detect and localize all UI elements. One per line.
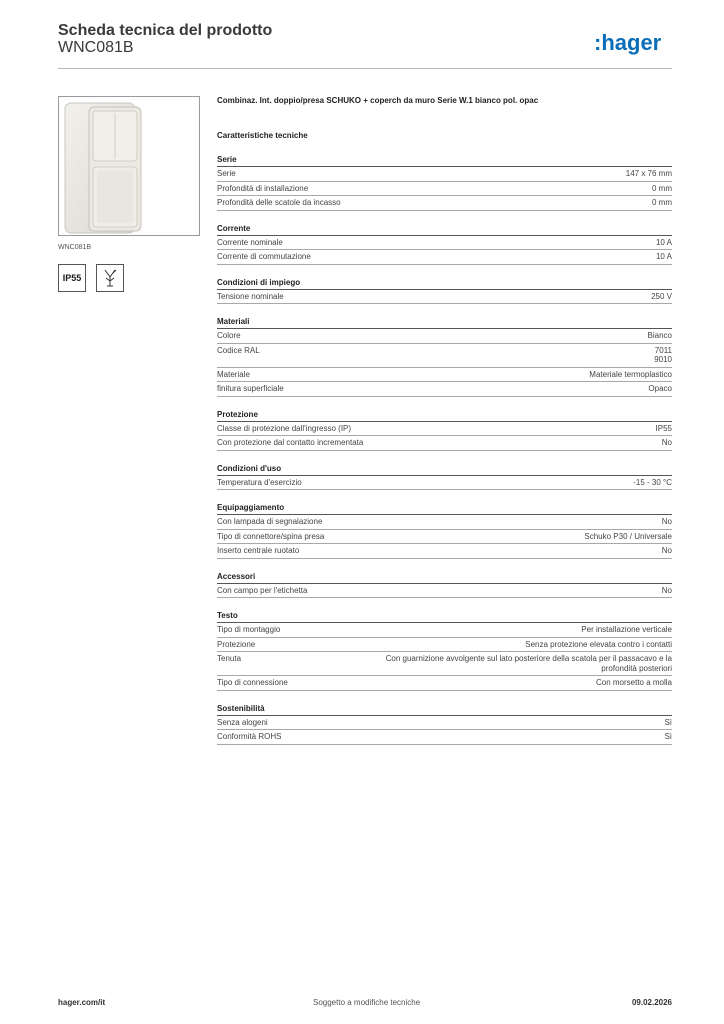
spec-value: 10 A	[655, 252, 672, 261]
spec-row	[217, 652, 672, 676]
spec-value: IP55	[655, 423, 672, 433]
spec-row	[217, 730, 672, 745]
spec-label: Profondità di installazione	[217, 183, 309, 193]
spec-label: Inserto centrale ruotato	[217, 546, 300, 555]
section-title: Corrente	[217, 223, 672, 236]
ip-rating-badge: IP55	[58, 264, 86, 292]
spec-label: Serie	[217, 169, 236, 178]
spec-label: Corrente nominale	[217, 237, 283, 247]
header-divider	[58, 68, 672, 69]
spec-section	[217, 571, 672, 599]
spec-value-line: 7011	[654, 345, 672, 355]
spec-row	[217, 236, 672, 251]
product-image	[58, 96, 200, 236]
spec-label: Tipo di connettore/spina presa	[217, 531, 325, 541]
spec-value: -15 - 30 °C	[633, 477, 672, 487]
spec-row	[217, 422, 672, 437]
spec-content	[217, 95, 672, 745]
spec-value: Per installazione verticale	[581, 625, 672, 634]
spec-value: Con morsetto a molla	[595, 678, 672, 687]
section-title: Materiali	[217, 316, 672, 329]
spec-label: Con lampada di segnalazione	[217, 517, 323, 526]
spec-row	[217, 344, 672, 368]
spec-section	[217, 409, 672, 451]
spec-label: Colore	[217, 331, 241, 340]
spec-value: 250 V	[651, 291, 672, 301]
spec-value: Schuko P30 / Universale	[584, 531, 672, 541]
section-title: Equipaggiamento	[217, 502, 672, 515]
spec-value: No	[661, 438, 672, 447]
spec-label: Conformità ROHS	[217, 732, 282, 741]
spec-row	[217, 676, 672, 691]
spec-value: Sì	[664, 717, 672, 727]
spec-label: Tipo di montaggio	[217, 625, 281, 634]
spec-value-line: 9010	[654, 355, 672, 364]
spec-value: No	[661, 546, 672, 555]
spec-label: Senza alogeni	[217, 717, 268, 727]
section-title: Protezione	[217, 409, 672, 422]
section-title: Testo	[217, 610, 672, 623]
spec-label: Classe di protezione dall'ingresso (IP)	[217, 423, 352, 433]
spec-section	[217, 463, 672, 491]
footer-website-link[interactable]: hager.com/it	[58, 998, 106, 1007]
spec-section	[217, 223, 672, 265]
switch-socket-symbol-icon	[96, 264, 124, 292]
product-description: Combinaz. Int. doppio/presa SCHUKO + coperch da muro Serie W.1 bianco pol. opac	[217, 96, 539, 105]
spec-label: Tensione nominale	[217, 291, 284, 301]
spec-row	[217, 250, 672, 265]
spec-label: Con protezione dal contatto incrementata	[217, 438, 364, 447]
spec-section	[217, 502, 672, 559]
spec-row	[217, 530, 672, 545]
spec-row	[217, 436, 672, 451]
spec-row	[217, 290, 672, 305]
section-title: Sostenibilità	[217, 703, 672, 716]
spec-label: Profondità delle scatole da incasso	[217, 198, 341, 207]
page-title: Scheda tecnica del prodotto	[58, 22, 273, 39]
spec-value: 147 x 76 mm	[625, 169, 672, 178]
section-title: Serie	[217, 154, 672, 167]
section-title: Condizioni di impiego	[217, 277, 672, 290]
spec-row	[217, 382, 672, 397]
spec-label: Temperatura d'esercizio	[217, 477, 302, 487]
spec-section	[217, 277, 672, 305]
spec-label: Codice RAL	[217, 345, 260, 355]
spec-row	[217, 584, 672, 599]
spec-label: Tipo di connessione	[217, 678, 288, 687]
spec-section	[217, 703, 672, 745]
spec-row	[217, 329, 672, 344]
spec-label: Corrente di commutazione	[217, 252, 311, 261]
spec-section	[217, 610, 672, 691]
spec-row	[217, 167, 672, 182]
spec-row	[217, 515, 672, 530]
spec-value: Materiale termoplastico	[589, 369, 672, 379]
footer-date: 09.02.2026	[631, 998, 672, 1007]
spec-row	[217, 638, 672, 653]
specs-heading: Caratteristiche tecniche	[217, 131, 308, 140]
spec-row	[217, 476, 672, 491]
spec-value: 0 mm	[652, 198, 672, 207]
hager-logo	[594, 30, 674, 56]
spec-row	[217, 196, 672, 211]
spec-value: No	[661, 517, 672, 526]
spec-value: Senza protezione elevata contro i contatti	[525, 639, 672, 649]
spec-row	[217, 716, 672, 731]
spec-label: Con campo per l'etichetta	[217, 585, 308, 595]
product-photo-illustration	[59, 97, 199, 235]
spec-row	[217, 544, 672, 559]
spec-label: Tenuta	[217, 654, 242, 663]
section-title: Condizioni d'uso	[217, 463, 672, 476]
spec-label: Materiale	[217, 369, 250, 379]
spec-row	[217, 623, 672, 638]
spec-value: Bianco	[647, 331, 672, 340]
spec-value	[654, 346, 672, 365]
spec-label: Protezione	[217, 639, 256, 649]
spec-section	[217, 154, 672, 211]
spec-value: Con guarnizione avvolgente sul lato posteriore della scatola per il passacavo e la profondità posteriori	[385, 654, 672, 673]
spec-value: 10 A	[655, 237, 672, 247]
image-caption: WNC081B	[58, 244, 92, 251]
spec-label: finitura superficiale	[217, 384, 284, 393]
spec-row	[217, 368, 672, 383]
spec-value: 0 mm	[652, 183, 672, 193]
spec-value: Opaco	[648, 384, 672, 393]
spec-value: Sì	[664, 732, 672, 741]
spec-value: No	[661, 585, 672, 595]
product-code: WNC081B	[58, 39, 134, 56]
spec-row	[217, 182, 672, 197]
footer-note: Soggetto a modifiche tecniche	[313, 998, 421, 1007]
spec-sections	[217, 154, 672, 745]
section-title: Accessori	[217, 571, 672, 584]
spec-section	[217, 316, 672, 397]
logo-text: :hager	[594, 30, 662, 55]
